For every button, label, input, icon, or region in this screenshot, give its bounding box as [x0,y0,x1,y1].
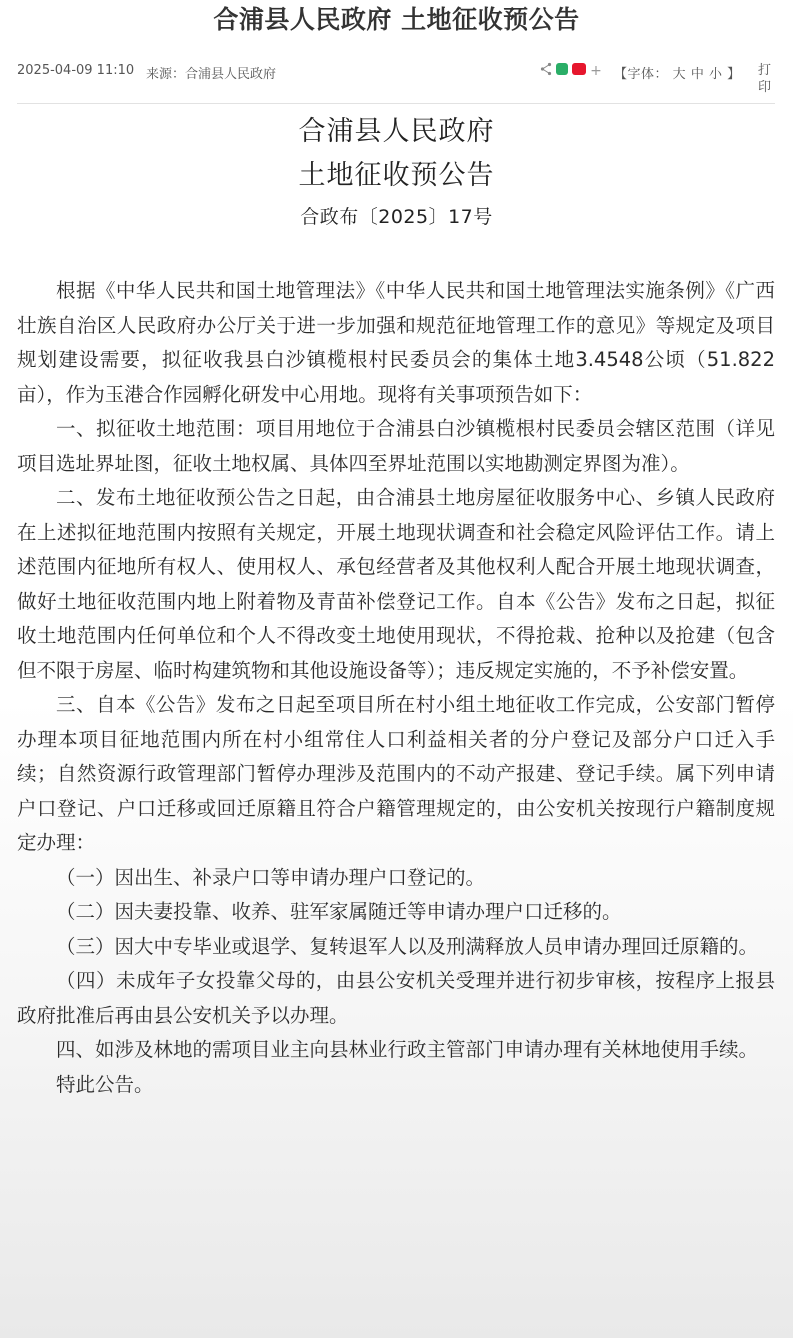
weibo-icon[interactable] [572,63,586,75]
article-meta-bar [0,60,793,95]
font-small-button[interactable]: 小 [708,67,723,82]
page-title: 合浦县人民政府 土地征收预公告 [213,5,580,34]
list-item: （三）因大中专毕业或退学、复转退军人以及刑满释放人员申请办理回迁原籍的。 [56,934,759,958]
font-size-prefix: 【字体： [614,67,669,82]
font-large-button[interactable]: 大 [672,67,687,82]
publish-date: 2025-04-09 11:10 [17,63,135,78]
list-item: （四）未成年子女投靠父母的，由县公安机关受理并进行初步审核，按程序上报县政府批准后再由县公安机关予以办理。 [17,969,775,1027]
article-source: 来源：合浦县人民政府 [146,67,277,82]
list-item: （二）因夫妻投靠、收养、驻军家属随迁等申请办理户口迁移的。 [56,900,622,923]
paragraph-survey: 二、发布土地征收预公告之日起，由合浦县土地房屋征收服务中心、乡镇人民政府在上述拟征地范围内按照有关规定，开展土地现状调查和社会稳定风险评估工作。请上述范围内征地所有权人、使用权人、承包经营者及其他权利人配合开展土地现状调查，做好土地征收范围内地上附着物及青苗补偿登记工作。自本《公告》发布之日起，拟征收土地范围内任何单位和个人不得改变土地使用现状，不得抢栽、抢种以及抢建（包含但不限于房屋、临时构建筑物和其他设施设备等）；违反规定实施的，不予补偿安置。 [17,486,775,682]
document-title: 土地征收预公告 [298,160,495,191]
wechat-icon[interactable] [556,63,568,75]
share-toolbar [540,62,602,79]
paragraph-scope: 一、拟征收土地范围：项目用地位于合浦县白沙镇榄根村民委员会辖区范围（详见项目选址界址图，征收土地权属、具体四至界址范围以实地勘测定界图为准）。 [17,417,775,475]
plus-icon[interactable]: + [590,63,602,79]
font-size-control [614,63,741,82]
paragraph-forest-land: 四、如涉及林地的需项目业主向县林业行政主管部门申请办理有关林地使用手续。 [56,1038,759,1061]
font-size-suffix: 】 [727,67,741,82]
document-issuer: 合浦县人民政府 [298,116,495,147]
document-body [17,274,775,1102]
paragraph-intro: 根据《中华人民共和国土地管理法》《中华人民共和国土地管理法实施条例》《广西壮族自治区人民政府办公厅关于进一步加强和规范征地管理工作的意见》等规定及项目规划建设需要，拟征收我县白沙镇榄根村民委员会的集体土地3.4548公顷（51.822亩），作为玉港合作园孵化研发中心用地。现将有关事项预告如下： [17,279,775,406]
header-divider [17,103,775,104]
paragraph-closing: 特此公告。 [56,1072,154,1096]
font-medium-button[interactable]: 中 [690,67,705,82]
document-number: 合政布〔2025〕17号 [300,206,493,228]
list-item: （一）因出生、补录户口等申请办理户口登记的。 [56,865,486,889]
share-icon[interactable] [540,62,552,76]
print-button[interactable]: 打印 [758,63,772,95]
paragraph-household-suspension: 三、自本《公告》发布之日起至项目所在村小组土地征收工作完成，公安部门暂停办理本项目征地范围内所在村小组常住人口利益相关者的分户登记及部分户口迁入手续；自然资源行政管理部门暂停办理涉及范围内的不动产报建、登记手续。属下列申请户口登记、户口迁移或回迁原籍且符合户籍管理规定的，由公安机关按现行户籍制度规定办理： [17,693,775,854]
